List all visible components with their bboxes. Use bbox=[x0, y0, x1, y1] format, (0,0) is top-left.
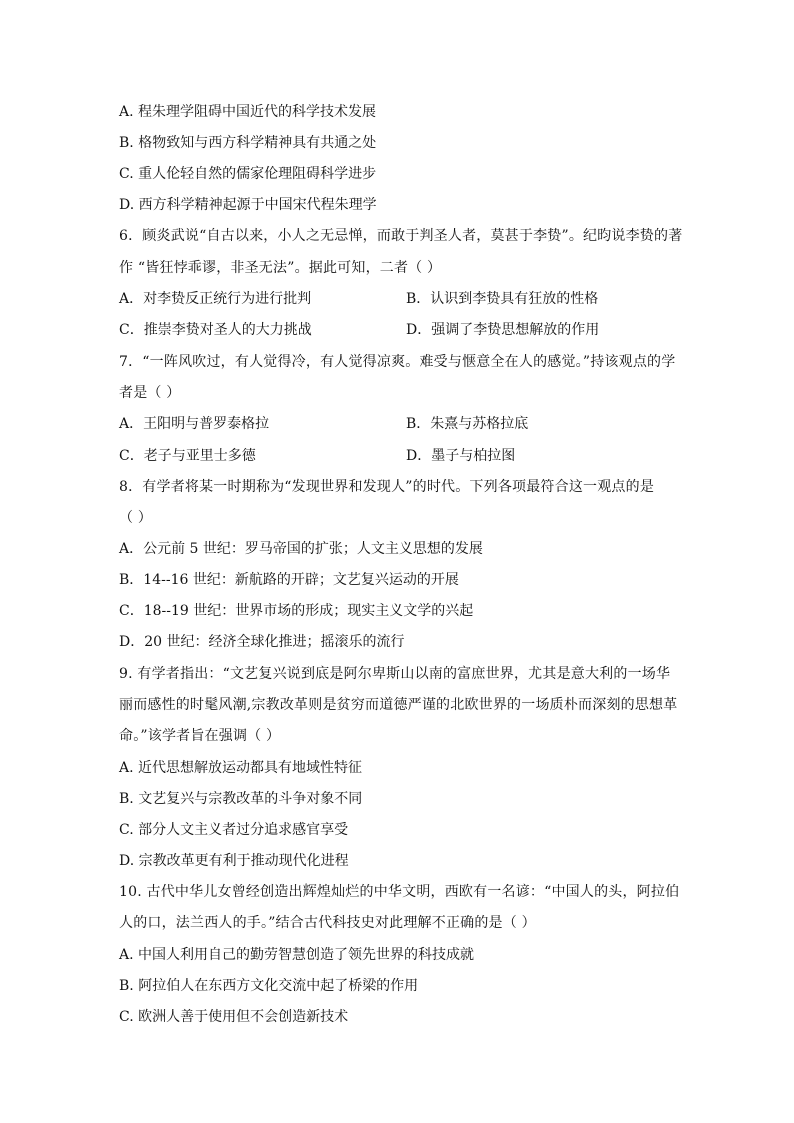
q10-option-c: C. 欧洲人善于使用但不会创造新技术 bbox=[119, 1009, 349, 1025]
q5-option-b: B. 格物致知与西方科学精神具有共通之处 bbox=[119, 135, 377, 151]
q6-option-c: C．推崇李贽对圣人的大力挑战 bbox=[119, 322, 312, 338]
q8-stem-line-1: 8．有学者将某一时期称为“发现世界和发现人”的时代。下列各项最符合这一观点的是 bbox=[119, 479, 655, 495]
q5-option-a: A. 程朱理学阻碍中国近代的科学技术发展 bbox=[119, 104, 377, 120]
q9-option-a: A. 近代思想解放运动都具有地域性特征 bbox=[119, 760, 363, 776]
q9-option-d: D. 宗教改革更有利于推动现代化进程 bbox=[119, 853, 349, 869]
q7-option-b: B．朱熹与苏格拉底 bbox=[406, 416, 529, 432]
q10-stem-line-1: 10. 古代中华儿女曾经创造出辉煌灿烂的中华文明，西欧有一名谚：“中国人的头，阿拉伯 bbox=[119, 884, 680, 900]
q8-option-d: D．20 世纪：经济全球化推进；摇滚乐的流行 bbox=[119, 634, 405, 650]
q9-stem-line-1: 9. 有学者指出：“文艺复兴说到底是阿尔卑斯山以南的富庶世界，尤其是意大利的一场华 bbox=[119, 666, 671, 682]
q5-option-d: D. 西方科学精神起源于中国宋代程朱理学 bbox=[119, 197, 377, 213]
q8-option-a: A．公元前 5 世纪：罗马帝国的扩张；人文主义思想的发展 bbox=[119, 541, 483, 557]
q10-stem-line-2: 人的口，法兰西人的手。”结合古代科技史对此理解不正确的是（ ） bbox=[119, 915, 536, 931]
q7-option-a: A．王阳明与普罗泰格拉 bbox=[119, 416, 270, 432]
q9-stem-line-2: 丽而感性的时髦风潮,宗教改革则是贫穷而道德严谨的北欧世界的一场质朴而深刻的思想革 bbox=[119, 697, 678, 713]
q7-option-c: C．老子与亚里士多德 bbox=[119, 448, 256, 464]
q6-option-a: A．对李贽反正统行为进行批判 bbox=[119, 291, 312, 307]
q7-option-d: D．墨子与柏拉图 bbox=[406, 448, 516, 464]
q8-option-c: C．18--19 世纪：世界市场的形成；现实主义文学的兴起 bbox=[119, 603, 474, 619]
q5-option-c: C. 重人伦轻自然的儒家伦理阻碍科学进步 bbox=[119, 166, 377, 182]
q6-stem-line-1: 6．顾炎武说“自古以来，小人之无忌惮，而敢于判圣人者，莫甚于李贽”。纪昀说李贽的著 bbox=[119, 228, 683, 244]
q6-option-b: B．认识到李贽具有狂放的性格 bbox=[406, 291, 599, 307]
q9-option-c: C. 部分人文主义者过分追求感官享受 bbox=[119, 822, 349, 838]
q7-stem-line-1: 7．“一阵风吹过，有人觉得冷，有人觉得凉爽。难受与惬意全在人的感觉。”持该观点的学 bbox=[119, 354, 676, 370]
q10-option-a: A. 中国人利用自己的勤劳智慧创造了领先世界的科技成就 bbox=[119, 947, 475, 963]
q6-stem-line-2: 作 “皆狂悖乖谬，非圣无法”。据此可知，二者（ ） bbox=[119, 260, 442, 276]
q9-stem-line-3: 命。”该学者旨在强调（ ） bbox=[119, 728, 281, 744]
q7-stem-line-2: 者是（ ） bbox=[119, 385, 181, 401]
q6-option-d: D．强调了李贽思想解放的作用 bbox=[406, 322, 600, 338]
q10-option-b: B. 阿拉伯人在东西方文化交流中起了桥梁的作用 bbox=[119, 978, 419, 994]
q8-option-b: B．14--16 世纪：新航路的开辟；文艺复兴运动的开展 bbox=[119, 572, 459, 588]
q9-option-b: B. 文艺复兴与宗教改革的斗争对象不同 bbox=[119, 791, 363, 807]
q8-stem-line-2: （ ） bbox=[119, 510, 153, 526]
